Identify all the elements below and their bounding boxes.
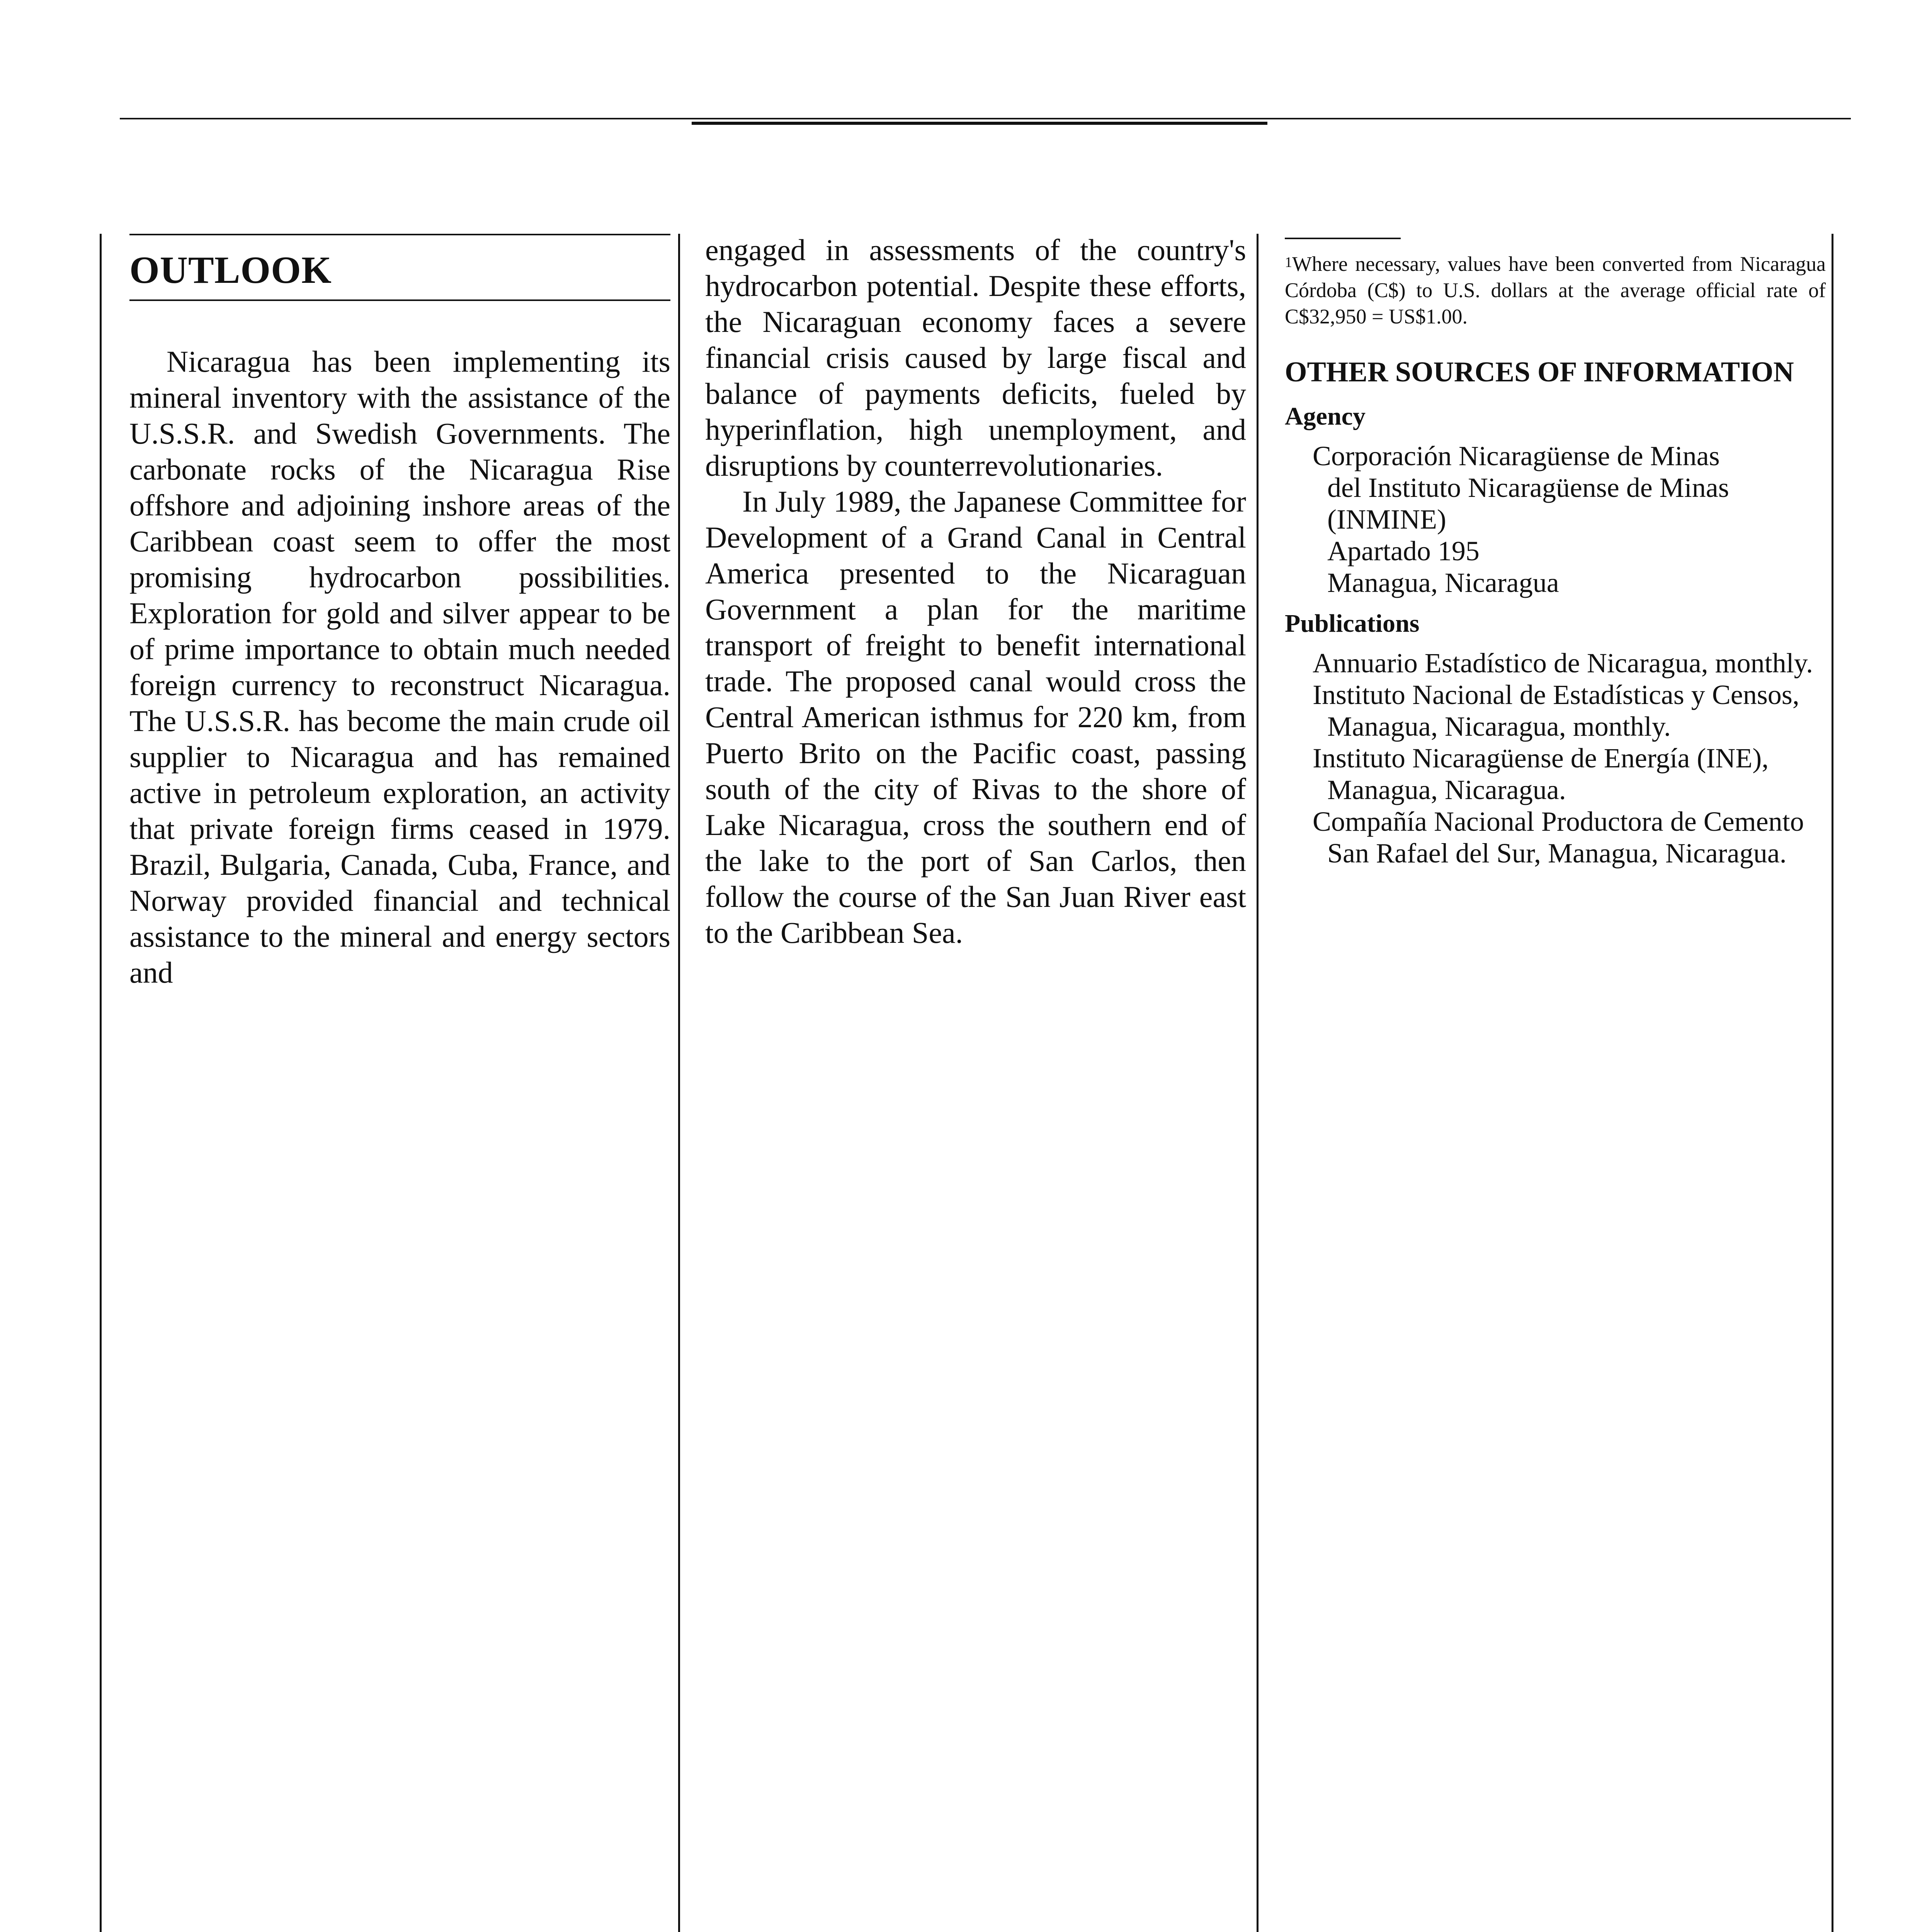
footnote-marker: 1: [1285, 254, 1292, 270]
middle-column: [705, 232, 1246, 951]
agency-line: Apartado 195: [1327, 536, 1480, 566]
column-divider-2: [1257, 234, 1259, 1932]
publication-item: Annuario Estadístico de Nicaragua, monthly.: [1313, 648, 1813, 679]
canal-paragraph: In July 1989, the Japanese Committee for Development of a Grand Canal in Central America presented to the Nicaraguan Government a plan for the maritime transport of freight to benefit international trade. The proposed canal would cross the Central American isthmus for 220 km, from Puerto Brito on the Pacific coast, passing south of the city of Rivas to the shore of Lake Nicaragua, cross the southern end of the lake to the port of San Carlos, then follow the course of the San Juan River east to the Caribbean Sea.: [705, 485, 1246, 949]
publication-item: Instituto Nicaragüense de Energía (INE), Managua, Nicaragua.: [1313, 743, 1769, 805]
column-divider-1: [678, 234, 680, 1932]
sources-column: [1285, 238, 1826, 869]
agency-line: Corporación Nicaragüense de Minas: [1313, 440, 1720, 471]
top-rule: [120, 118, 1851, 119]
agency-line: (INMINE): [1327, 504, 1446, 535]
continuation-paragraph: engaged in assessments of the country's hydrocarbon potential. Despite these efforts, the Nicaraguan economy faces a severe financial crisis caused by large fiscal and balance of payments deficits, fueled by hyperinflation, high unemployment, and disruptions by counterrevolutionaries.: [705, 233, 1246, 482]
footnote: [1285, 251, 1826, 330]
outlook-heading: OUTLOOK: [129, 248, 332, 291]
agency-heading: Agency: [1285, 402, 1366, 430]
publications-heading: Publications: [1285, 609, 1420, 638]
publication-item: Instituto Nacional de Estadísticas y Censos, Managua, Nicaragua, monthly.: [1313, 679, 1799, 742]
agency-address: [1285, 440, 1826, 599]
footnote-rule: [1285, 238, 1401, 239]
heading-rule-bottom: [129, 299, 670, 301]
agency-line: del Instituto Nicaragüense de Minas: [1327, 472, 1729, 503]
heading-rule-top: [129, 234, 670, 235]
outlook-paragraph: Nicaragua has been implementing its mineral inventory with the assistance of the U.S.S.R. and Swedish Governments. The carbonate rocks of the Nicaragua Rise offshore and adjoining inshore areas of the Caribbean coast seem to offer the most promising hydrocarbon possibilities. Exploration for gold and silver appear to be of prime importance to obtain much needed foreign currency to reconstruct Nicaragua. The U.S.S.R. has become the main crude oil supplier to Nicaragua and has remained active in petroleum exploration, an activity that private foreign firms ceased in 1979. Brazil, Bulgaria, Canada, Cuba, France, and Norway provided financial and technical assistance to the mineral and energy sectors and: [129, 345, 670, 989]
publication-item: Compañía Nacional Productora de Cemento San Rafael del Sur, Managua, Nicaragua.: [1313, 806, 1804, 869]
sources-title: OTHER SOURCES OF INFORMATION: [1285, 356, 1794, 388]
publications-list: [1285, 647, 1826, 869]
outlook-column: [129, 234, 670, 990]
column-divider-left: [100, 234, 102, 1932]
agency-line: Managua, Nicaragua: [1327, 567, 1559, 598]
footnote-text: Where necessary, values have been converted from Nicaragua Córdoba (C$) to U.S. dollars at the average official rate of C$32,950 = US$1.00.: [1285, 252, 1826, 328]
column-divider-right: [1832, 234, 1833, 1932]
top-rule-thick: [692, 122, 1267, 125]
